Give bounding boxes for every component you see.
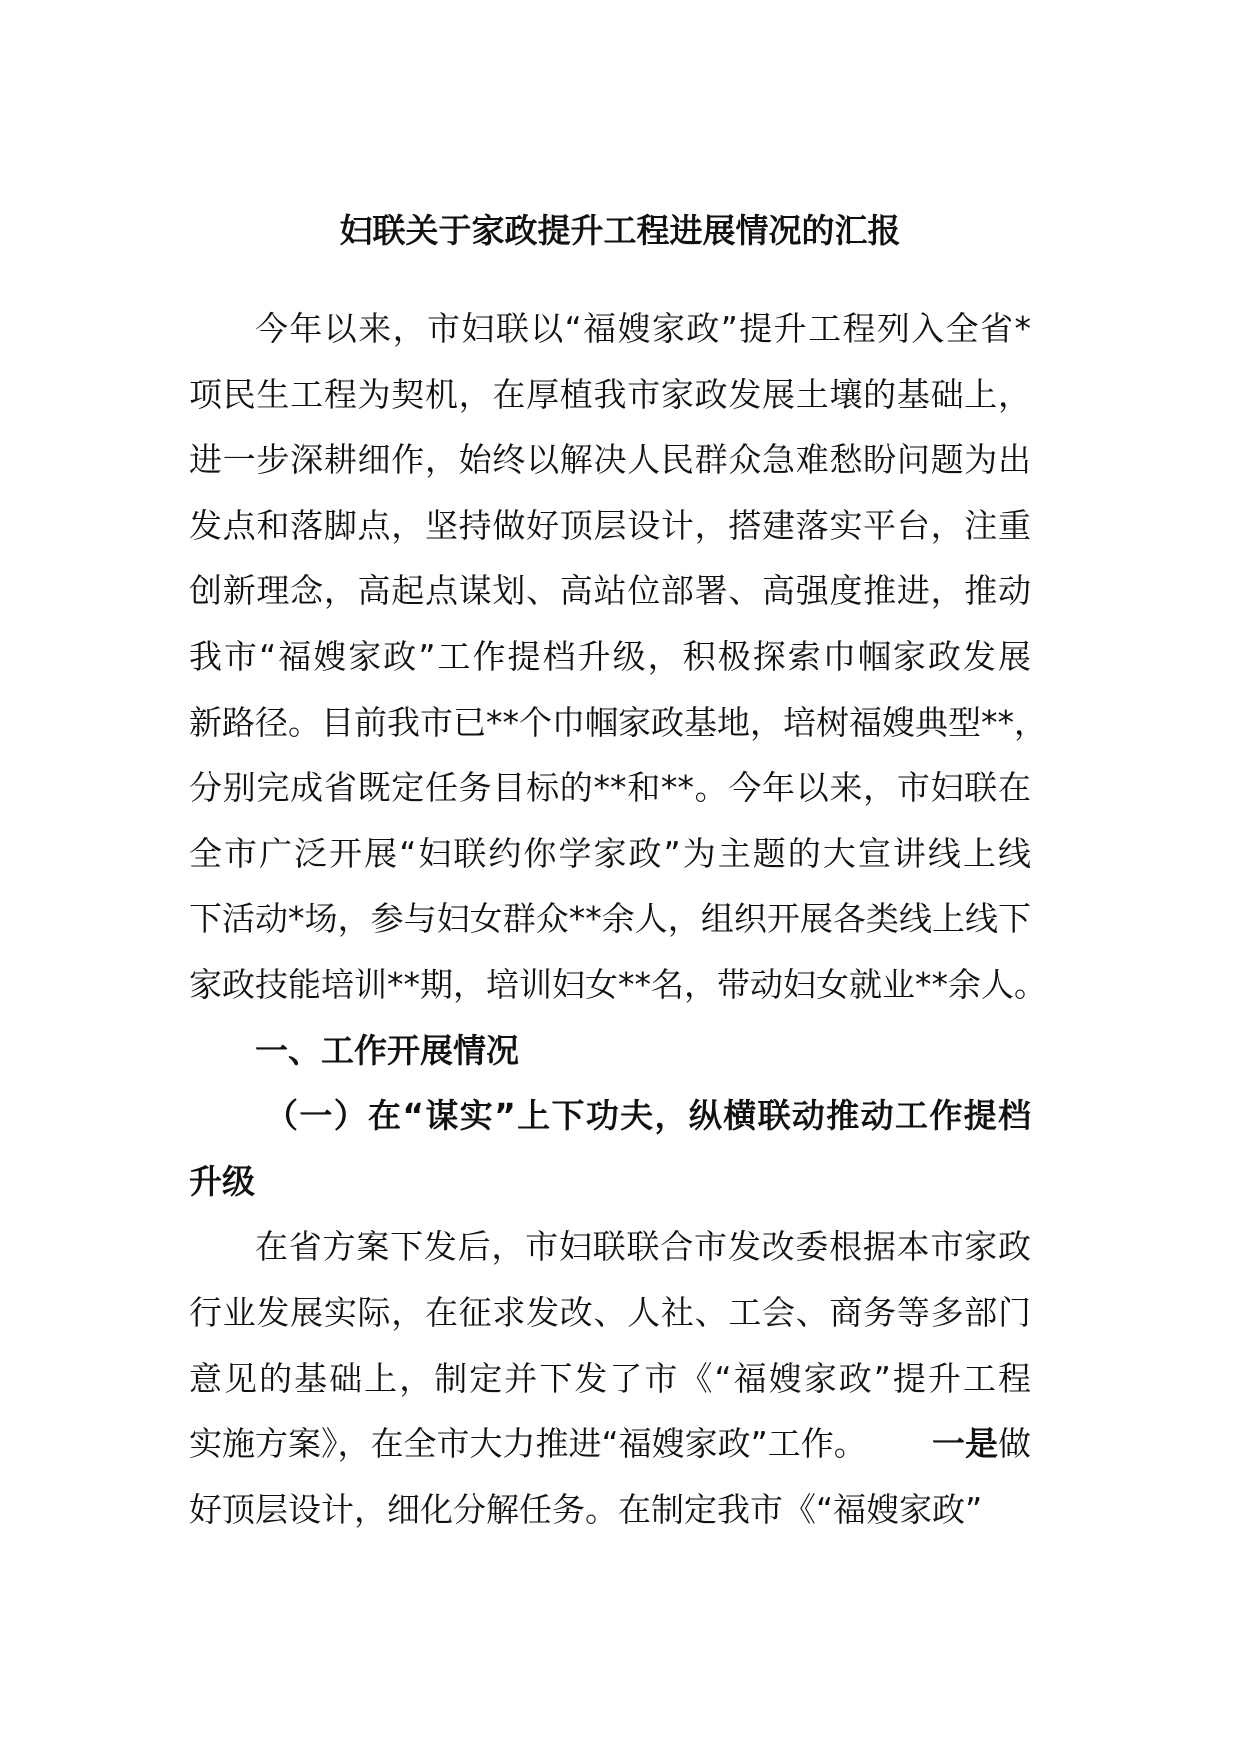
text-line: 新路径。目前我市已**个巾帼家政基地，培树福嫂典型**，	[189, 702, 1047, 742]
bold-text-run: 一是	[932, 1424, 998, 1464]
text-line: 发点和落脚点，坚持做好顶层设计，搭建落实平台，注重	[189, 505, 1031, 545]
text-line: （一）在“谋实”上下功夫，纵横联动推动工作提档	[265, 1096, 1031, 1136]
section-paragraph	[189, 1214, 1031, 1542]
text-line: 进一步深耕细作，始终以解决人民群众急难愁盼问题为出	[189, 440, 1031, 480]
text-line: 分别完成省既定任务目标的**和**。今年以来，市妇联在	[189, 768, 1031, 808]
text-line: 家政技能培训**期，培训妇女**名，带动妇女就业**余人。	[189, 964, 1047, 1004]
text-line	[189, 1411, 1031, 1477]
text-line: 下活动*场，参与妇女群众**余人，组织开展各类线上线下	[189, 899, 1031, 939]
section-heading: 一、工作开展情况	[255, 1030, 519, 1070]
text-line: 我市“福嫂家政”工作提档升级，积极探索巾帼家政发展	[189, 636, 1031, 676]
text-line: 项民生工程为契机，在厚植我市家政发展土壤的基础上，	[189, 374, 1031, 414]
text-line: 好顶层设计，细化分解任务。在制定我市《“福嫂家政”	[189, 1489, 983, 1529]
text-line: 今年以来，市妇联以“福嫂家政”提升工程列入全省*	[255, 309, 1031, 348]
subsection-heading	[189, 1083, 1031, 1214]
text-line: 全市广泛开展“妇联约你学家政”为主题的大宣讲线上线	[189, 833, 1031, 873]
document-title: 妇联关于家政提升工程进展情况的汇报	[339, 211, 901, 250]
text-line: 升级	[189, 1161, 255, 1201]
intro-paragraph	[189, 296, 1047, 1018]
text-run: 实施方案》，在全市大力推进“福嫂家政”工作。	[189, 1424, 867, 1464]
text-line: 在省方案下发后，市妇联联合市发改委根据本市家政	[255, 1227, 1031, 1267]
text-line: 创新理念，高起点谋划、高站位部署、高强度推进，推动	[189, 571, 1031, 611]
text-run-group	[932, 1411, 1031, 1477]
text-line: 行业发展实际，在征求发改、人社、工会、商务等多部门	[189, 1292, 1031, 1332]
text-line: 意见的基础上，制定并下发了市《“福嫂家政”提升工程	[189, 1358, 1031, 1398]
document-body	[189, 296, 1047, 1542]
text-run: 做	[998, 1424, 1031, 1464]
